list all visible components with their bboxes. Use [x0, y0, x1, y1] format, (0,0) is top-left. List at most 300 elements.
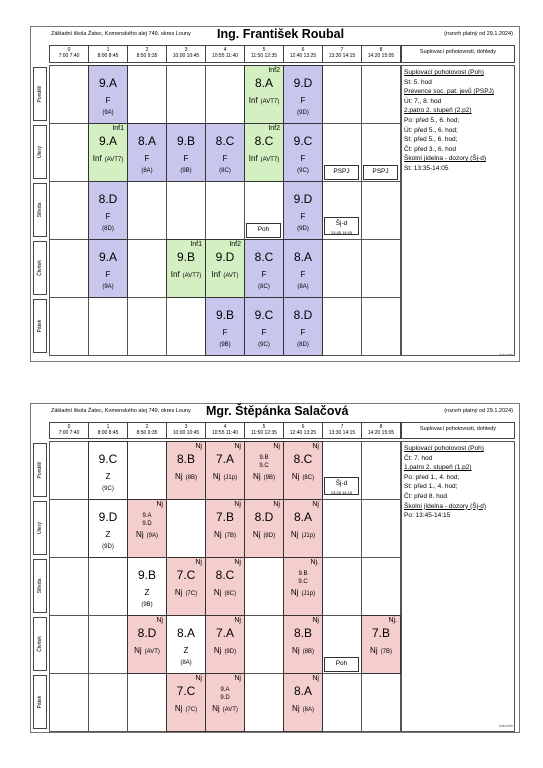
lesson-room: (9B): [141, 602, 153, 609]
lesson-room: (8C): [224, 591, 237, 598]
lesson-block[interactable]: [205, 615, 245, 674]
lesson-block[interactable]: [88, 499, 128, 558]
lesson-room: (J1p): [301, 533, 316, 540]
day-label: [33, 299, 47, 353]
lesson-subject: Nj: [212, 704, 220, 714]
lesson-room: (9C): [297, 168, 309, 175]
period-header: [166, 422, 206, 439]
lesson-subject-room: [245, 472, 283, 481]
grid-cell: [244, 673, 284, 732]
period-header: [49, 45, 89, 63]
period-number: 1: [106, 424, 110, 430]
lesson-subject-room: [206, 530, 244, 539]
timetable-sheet-1: [30, 26, 520, 362]
lesson-block[interactable]: [205, 499, 245, 558]
lesson-block[interactable]: [166, 239, 206, 298]
duty-label: PSPJ: [333, 168, 350, 175]
lesson-room: (9D): [297, 226, 309, 233]
lesson-subject: F: [222, 328, 228, 338]
day-name: Pátek: [37, 695, 43, 709]
lesson-room: (9A): [146, 533, 158, 540]
lesson-class: 8.D: [254, 510, 274, 525]
lesson-subject: F: [105, 270, 111, 280]
lesson-block[interactable]: [166, 557, 206, 616]
lesson-subject-room: [206, 270, 244, 279]
lesson-class: 9.D: [98, 510, 118, 525]
lesson-room: (8D): [263, 533, 276, 540]
lesson-class: 9.D: [293, 192, 313, 207]
period-header: [49, 422, 89, 439]
lesson-block[interactable]: [127, 123, 167, 182]
lesson-block[interactable]: [88, 65, 128, 124]
period-time: 14:20 15:05: [367, 53, 395, 59]
day-label: [33, 125, 47, 179]
lesson-room: (9B): [219, 342, 231, 349]
period-header: [244, 422, 284, 439]
lesson-block[interactable]: [283, 297, 323, 356]
grid-cell: [361, 181, 401, 240]
lesson-class: 9.A: [98, 250, 117, 265]
lesson-block[interactable]: [127, 615, 167, 674]
grid-cell: [166, 297, 206, 356]
lesson-subject: F: [300, 96, 306, 106]
lesson-block[interactable]: [127, 557, 167, 616]
lesson-group-tag: Inf1: [112, 125, 124, 132]
lesson-block[interactable]: [205, 297, 245, 356]
lesson-group-tag: Inf2: [268, 125, 280, 132]
grid-cell: [361, 499, 401, 558]
lesson-class: 9.C: [293, 134, 313, 149]
teacher-name: Mgr. Štěpánka Salačová: [206, 404, 349, 418]
bakalari-logo: bakaláři: [498, 723, 513, 728]
grid-cell: [127, 673, 167, 732]
day-name: Čtvrtek: [37, 260, 43, 276]
period-header: [205, 45, 245, 63]
lesson-class: 8.D: [293, 308, 313, 323]
grid-cell: [361, 239, 401, 298]
day-name: Čtvrtek: [37, 636, 43, 652]
lesson-room: (J1p): [301, 591, 316, 598]
grid-cell: [127, 65, 167, 124]
grid-cell: [322, 673, 362, 732]
lesson-block[interactable]: [244, 65, 284, 124]
lesson-group-tag: Nj: [156, 501, 163, 508]
lesson-subject: F: [300, 154, 306, 164]
lesson-subject: Inf: [92, 154, 102, 164]
duty-box[interactable]: [363, 165, 398, 180]
lesson-class: 8.A: [137, 134, 156, 149]
day-name: Úterý: [37, 522, 43, 534]
lesson-class: 8.B: [176, 452, 195, 467]
lesson-group-tag: Nj: [312, 675, 319, 682]
day-name: Středa: [37, 202, 43, 218]
lesson-subject-room: [206, 704, 244, 713]
period-header: [322, 422, 362, 439]
validity-note: (rozvrh platný od 29.1.2024): [444, 408, 513, 414]
period-header: [166, 45, 206, 63]
lesson-subject-room: [206, 646, 244, 655]
lesson-room: (AVT): [222, 707, 238, 714]
lesson-class: 7.C: [176, 684, 196, 699]
period-header: [361, 422, 401, 439]
lesson-group-tag: Nj: [195, 559, 202, 566]
lesson-class: 9.B: [215, 308, 234, 323]
period-number: 4: [223, 47, 227, 53]
supervision-info-line: Čt: před 3., 6. hod: [404, 145, 457, 153]
grid-cell: [49, 181, 89, 240]
lesson-class: 9.C: [254, 308, 274, 323]
supervision-header: Suplovací pohotovosti, dohledy: [401, 45, 515, 63]
day-label: [33, 559, 47, 613]
lesson-block[interactable]: [244, 239, 284, 298]
period-time: 7:00 7:40: [58, 430, 80, 436]
lesson-block[interactable]: [244, 297, 284, 356]
lesson-block[interactable]: [127, 499, 167, 558]
grid-cell: [166, 499, 206, 558]
lesson-subject-room: [128, 530, 166, 539]
lesson-subject-room: [128, 646, 166, 655]
school-name: Základní škola Žatec, Komenského alej 749, okres Louny: [51, 31, 191, 37]
duty-box[interactable]: [324, 657, 359, 672]
lesson-subject: Nj: [174, 588, 183, 598]
day-label: [33, 67, 47, 121]
supervision-info-line: Suplovací pohotovost (Poh): [404, 445, 484, 452]
lesson-room: (7C): [185, 707, 198, 714]
lesson-block[interactable]: [244, 123, 284, 182]
period-time: 11:50 12:35: [250, 430, 278, 436]
lesson-room: (9C): [258, 342, 270, 349]
lesson-group-tag: Nj: [273, 443, 280, 450]
lesson-room: (8C): [258, 284, 270, 291]
period-header: [127, 422, 167, 439]
grid-cell: [361, 557, 401, 616]
day-name: Úterý: [37, 146, 43, 158]
period-header: [205, 422, 245, 439]
day-label: [33, 241, 47, 295]
lesson-subject: Nj: [292, 646, 300, 656]
lesson-subject: Inf: [170, 270, 180, 280]
period-number: 6: [301, 424, 305, 430]
lesson-class: 9.A: [98, 76, 117, 91]
lesson-block[interactable]: [166, 615, 206, 674]
lesson-class: 9.A: [98, 134, 117, 149]
duty-box[interactable]: [324, 165, 359, 180]
lesson-room: (9B): [263, 475, 275, 482]
lesson-subject: F: [300, 270, 306, 280]
lesson-room: (8A): [141, 168, 153, 175]
lesson-class: 9.D: [142, 520, 152, 527]
lesson-block[interactable]: [244, 499, 284, 558]
lesson-subject-room: [245, 530, 283, 539]
lesson-subject: F: [261, 270, 267, 280]
day-label: [33, 183, 47, 237]
supervision-info-line: Čt: před 8. hod: [404, 492, 447, 500]
duty-label: Poh: [257, 226, 270, 233]
lesson-block[interactable]: [244, 441, 284, 500]
lesson-group-tag: Nj: [234, 675, 241, 682]
lesson-class: 9.A: [142, 512, 152, 519]
period-time: 10:55 11:40: [211, 53, 239, 59]
lesson-subject: Nj: [136, 530, 144, 540]
grid-cell: [49, 499, 89, 558]
period-header: [88, 45, 128, 63]
lesson-class: 9.C: [259, 462, 269, 469]
lesson-subject-room: [167, 472, 205, 481]
lesson-block[interactable]: [283, 123, 323, 182]
lesson-block[interactable]: [283, 673, 323, 732]
day-name: Středa: [37, 578, 43, 594]
validity-note: (rozvrh platný od 29.1.2024): [444, 31, 513, 37]
lesson-class: 9.B: [176, 250, 195, 265]
lesson-block[interactable]: [283, 441, 323, 500]
lesson-class: 8.C: [254, 250, 274, 265]
lesson-subject: Nj: [292, 704, 300, 714]
day-label: [33, 617, 47, 671]
grid-cell: [127, 239, 167, 298]
lesson-room: (J1p): [223, 475, 238, 482]
lesson-room: (9D): [224, 649, 237, 656]
lesson-subject-room: [167, 704, 205, 713]
period-time: 10:55 11:40: [211, 430, 239, 436]
lesson-room: (9D): [297, 110, 309, 117]
duty-box[interactable]: [324, 477, 359, 495]
supervision-info-line: Po: před 1., 4. hod;: [404, 473, 460, 481]
lesson-group-tag: Nj: [312, 617, 319, 624]
grid-cell: [322, 557, 362, 616]
supervision-info-line: Út: 7., 8. hod: [404, 97, 442, 105]
lesson-subject: F: [222, 154, 228, 164]
grid-cell: [88, 673, 128, 732]
period-header: [283, 422, 323, 439]
lesson-room: (AVT): [223, 273, 239, 280]
lesson-subject: Nj: [291, 472, 300, 482]
lesson-block[interactable]: [88, 181, 128, 240]
lesson-group-tag: Nj.: [310, 559, 319, 566]
period-header: [244, 45, 284, 63]
lesson-subject-room: [245, 154, 283, 163]
lesson-block[interactable]: [166, 441, 206, 500]
lesson-class: 9.A: [220, 686, 230, 693]
supervision-info-line: 2.patro 2. stupeň (2.p2): [404, 107, 472, 115]
lesson-block[interactable]: [283, 181, 323, 240]
lesson-subject: Z: [144, 588, 150, 598]
lesson-block[interactable]: [88, 239, 128, 298]
timetable-sheet-2: [30, 403, 520, 733]
lesson-subject: Nj: [213, 588, 222, 598]
period-time: 8:00 8:45: [97, 430, 119, 436]
lesson-class: 8.C: [215, 134, 235, 149]
grid-cell: [127, 181, 167, 240]
period-number: 1: [106, 47, 110, 53]
period-number: 4: [223, 424, 227, 430]
lesson-class: 9.D: [220, 694, 230, 701]
duty-label: Poh: [335, 660, 348, 667]
lesson-subject: Inf: [248, 154, 258, 164]
lesson-class: 7.A: [215, 452, 234, 467]
period-time: 13:30 14:15: [328, 430, 356, 436]
lesson-block[interactable]: [205, 123, 245, 182]
period-header: [322, 45, 362, 63]
grid-cell: [244, 557, 284, 616]
lesson-block[interactable]: [283, 557, 323, 616]
lesson-class: 8.D: [98, 192, 118, 207]
lesson-group-tag: Nj: [234, 443, 241, 450]
period-number: 8: [379, 47, 383, 53]
lesson-subject: Nj: [290, 588, 299, 598]
period-number: 0: [67, 424, 71, 430]
lesson-subject-room: [284, 472, 322, 481]
lesson-group-tag: Nj: [234, 501, 241, 508]
lesson-block[interactable]: [205, 441, 245, 500]
duty-time: 13:45 14:05: [330, 230, 353, 235]
period-header: [88, 422, 128, 439]
lesson-subject-room: [167, 270, 205, 279]
grid-cell: [49, 615, 89, 674]
lesson-class: 8.A: [293, 684, 312, 699]
lesson-room: (8D): [297, 342, 309, 349]
lesson-block[interactable]: [205, 239, 245, 298]
period-time: 7:00 7:40: [58, 53, 80, 59]
lesson-room: (9B): [180, 168, 192, 175]
grid-cell: [322, 499, 362, 558]
period-header: [283, 45, 323, 63]
lesson-block[interactable]: [361, 615, 401, 674]
lesson-class: 7.B: [215, 510, 234, 525]
grid-cell: [127, 441, 167, 500]
grid-cell: [88, 615, 128, 674]
lesson-class: 8.A: [254, 76, 273, 91]
lesson-subject: Nj: [370, 646, 378, 656]
lesson-room: (AVT7): [182, 273, 202, 280]
period-time: 13:30 14:15: [328, 53, 356, 59]
grid-cell: [49, 441, 89, 500]
duty-box[interactable]: [246, 223, 281, 238]
grid-cell: [49, 239, 89, 298]
lesson-group-tag: Nj: [312, 443, 319, 450]
supervision-info: [404, 68, 512, 174]
lesson-class: 8.C: [215, 568, 235, 583]
supervision-info-line: St: před 1., 4. hod;: [404, 483, 458, 491]
lesson-block[interactable]: [205, 673, 245, 732]
lesson-class: 9.C: [298, 578, 308, 585]
lesson-room: (9A): [102, 110, 114, 117]
day-name: Pondělí: [37, 461, 43, 479]
lesson-block[interactable]: [283, 499, 323, 558]
grid-cell: [205, 181, 245, 240]
supervision-info-line: Po: 13:45-14:15: [404, 512, 451, 520]
duty-label: Šj-d: [335, 220, 348, 227]
lesson-room: (AVT7): [260, 99, 280, 106]
lesson-block[interactable]: [166, 673, 206, 732]
grid-cell: [88, 297, 128, 356]
lesson-room: (8A): [302, 707, 314, 714]
lesson-class: 7.B: [371, 626, 390, 641]
lesson-group-tag: Nj.: [388, 617, 397, 624]
lesson-group-tag: Inf2: [229, 241, 241, 248]
lesson-group-tag: Nj: [312, 501, 319, 508]
lesson-class: 8.A: [176, 626, 195, 641]
lesson-class: 7.A: [215, 626, 234, 641]
period-number: 7: [340, 424, 344, 430]
grid-cell: [166, 65, 206, 124]
grid-cell: [49, 673, 89, 732]
lesson-block[interactable]: [166, 123, 206, 182]
lesson-class: 8.A: [293, 250, 312, 265]
supervision-info-line: 1.patro 2. stupeň (1.p2): [404, 464, 472, 472]
lesson-block[interactable]: [88, 123, 128, 182]
period-time: 8:50 9:35: [136, 53, 158, 59]
duty-label: PSPJ: [372, 168, 389, 175]
lesson-group-tag: Nj: [234, 617, 241, 624]
lesson-room: (7B): [380, 649, 392, 656]
lesson-group-tag: Inf1: [190, 241, 202, 248]
lesson-room: (8C): [302, 475, 315, 482]
grid-cell: [88, 557, 128, 616]
lesson-class: 8.A: [293, 510, 312, 525]
lesson-subject: Inf: [248, 96, 258, 106]
lesson-subject-room: [206, 472, 244, 481]
bakalari-logo: bakaláři: [498, 352, 513, 357]
lesson-subject-room: [89, 154, 127, 163]
lesson-block[interactable]: [88, 441, 128, 500]
grid-cell: [322, 297, 362, 356]
lesson-group-tag: Nj: [195, 443, 202, 450]
period-header: [127, 45, 167, 63]
supervision-info-line: St: 13:35-14:05: [404, 164, 449, 172]
lesson-group-tag: Nj: [234, 559, 241, 566]
grid-cell: [322, 239, 362, 298]
duty-label: Šj-d: [335, 480, 348, 487]
period-number: 7: [340, 47, 344, 53]
lesson-subject: F: [105, 96, 111, 106]
period-time: 8:50 9:35: [136, 430, 158, 436]
period-number: 3: [184, 47, 188, 53]
grid-cell: [361, 65, 401, 124]
teacher-name: Ing. František Roubal: [217, 27, 345, 41]
lesson-subject-room: [284, 530, 322, 539]
lesson-subject: Nj: [175, 472, 183, 482]
period-time: 10:00 10:45: [172, 53, 200, 59]
lesson-class: 8.B: [293, 626, 312, 641]
grid-cell: [244, 615, 284, 674]
supervision-header: Suplovací pohotovosti, dohledy: [401, 422, 515, 439]
lesson-subject-room: [362, 646, 400, 655]
lesson-subject: F: [300, 328, 306, 338]
lesson-subject: Nj: [213, 646, 222, 656]
lesson-subject: F: [105, 212, 111, 222]
lesson-block[interactable]: [205, 557, 245, 616]
grid-cell: [166, 181, 206, 240]
period-time: 12:40 13:25: [289, 53, 317, 59]
grid-cell: [49, 123, 89, 182]
grid-cell: [361, 441, 401, 500]
lesson-room: (8B): [185, 475, 197, 482]
duty-box[interactable]: [324, 217, 359, 235]
period-time: 10:00 10:45: [172, 430, 200, 436]
lesson-class: 9.D: [215, 250, 235, 265]
lesson-block[interactable]: [283, 615, 323, 674]
supervision-info-line: Školní jídelna - dozory (Šj-d): [404, 155, 487, 163]
lesson-room: (9C): [102, 486, 114, 493]
supervision-info-line: Čt: 7. hod: [404, 454, 433, 462]
lesson-subject: Inf: [211, 270, 221, 280]
lesson-block[interactable]: [283, 65, 323, 124]
grid-cell: [361, 297, 401, 356]
lesson-subject-room: [206, 588, 244, 597]
day-name: Pondělí: [37, 85, 43, 103]
lesson-block[interactable]: [283, 239, 323, 298]
lesson-class: 8.C: [293, 452, 313, 467]
